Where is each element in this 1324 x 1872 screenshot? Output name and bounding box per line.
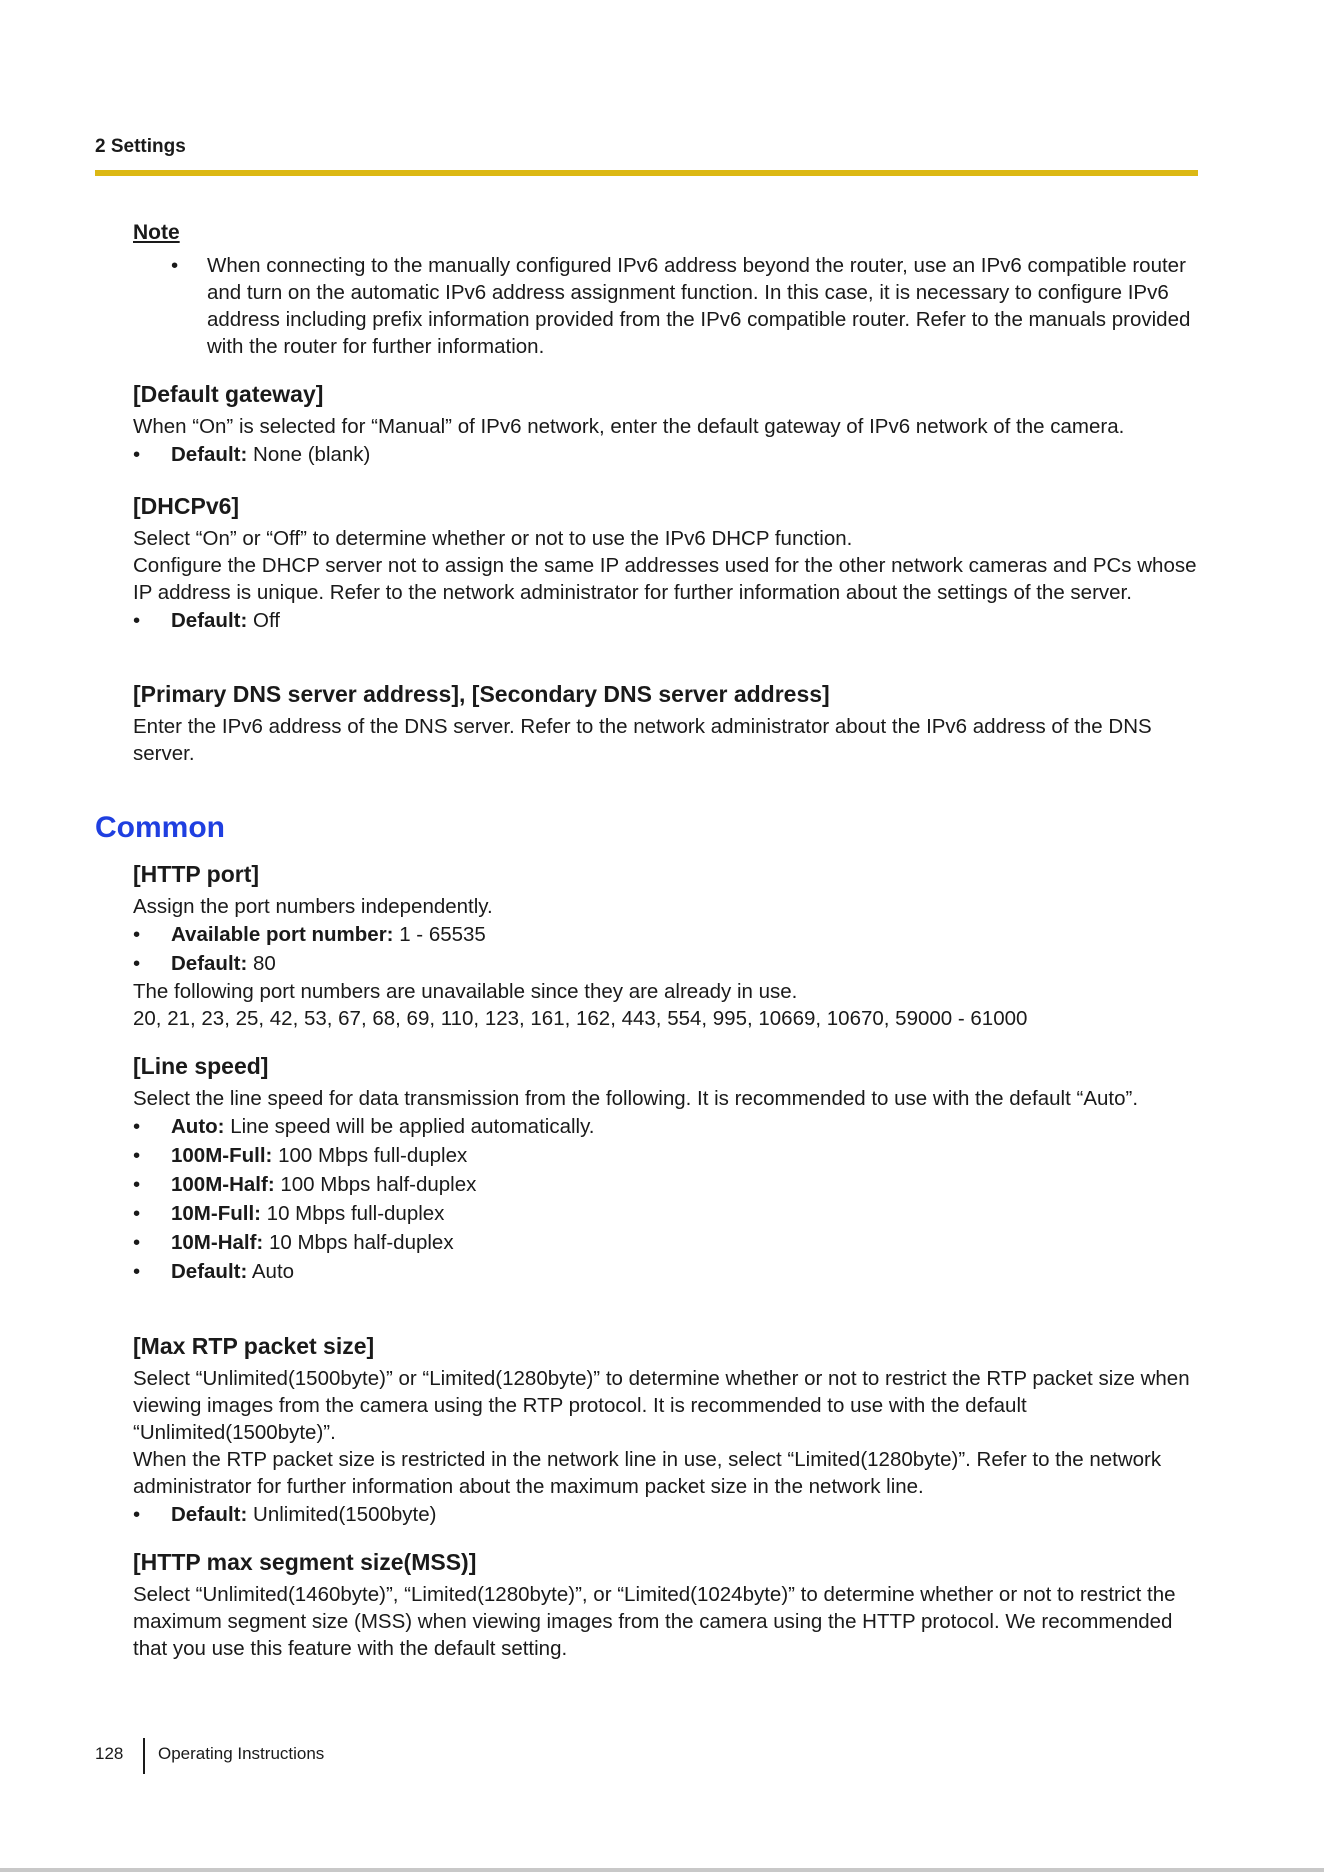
http-port-unavailable-list: 20, 21, 23, 25, 42, 53, 67, 68, 69, 110, 123, 161, 162, 443, 554, 995, 10669, 10670, 59000 - 61000 xyxy=(133,1007,1028,1030)
line-speed-section xyxy=(133,1051,1198,1286)
option-label: 100M-Full: xyxy=(171,1144,273,1167)
option-text: 10 Mbps half-duplex xyxy=(263,1231,454,1254)
max-rtp-default xyxy=(133,1500,1198,1529)
footer-divider xyxy=(143,1738,145,1774)
page-bottom-edge xyxy=(0,1868,1324,1872)
default-gateway-desc: When “On” is selected for “Manual” of IPv6 network, enter the default gateway of IPv6 network of the camera. xyxy=(133,415,1125,438)
default-label: Default: xyxy=(171,952,248,975)
dhcpv6-desc2: Configure the DHCP server not to assign the same IP addresses used for the other network cameras and PCs whose IP address is unique. Refer to the network administrator for further information about the settings of the server. xyxy=(133,554,1197,604)
option-text: 100 Mbps full-duplex xyxy=(272,1144,468,1167)
default-label: Default: xyxy=(171,443,248,466)
note-list xyxy=(133,252,1198,360)
dhcpv6-bullets xyxy=(133,606,1198,635)
line-speed-default xyxy=(133,1257,1198,1286)
option-label: Auto: xyxy=(171,1115,225,1138)
default-value: Off xyxy=(247,609,280,632)
http-mss-desc: Select “Unlimited(1460byte)”, “Limited(1280byte)”, or “Limited(1024byte)” to determine whether or not to restrict the maximum segment size (MSS) when viewing images from the camera using the HTTP protocol. We recommended that you use this feature with the default setting. xyxy=(133,1583,1176,1660)
http-mss-section xyxy=(133,1547,1198,1662)
http-port-bullets xyxy=(133,920,1198,978)
line-speed-option xyxy=(133,1170,1198,1199)
dhcpv6-heading: [DHCPv6] xyxy=(133,493,240,519)
option-text: 10 Mbps full-duplex xyxy=(260,1202,445,1225)
default-value: None (blank) xyxy=(247,443,371,466)
line-speed-option xyxy=(133,1112,1198,1141)
http-port-default xyxy=(133,949,1198,978)
default-value: Unlimited(1500byte) xyxy=(247,1503,437,1526)
option-label: 100M-Half: xyxy=(171,1173,275,1196)
line-speed-option xyxy=(133,1141,1198,1170)
line-speed-desc: Select the line speed for data transmission from the following. It is recommended to use with the default “Auto”. xyxy=(133,1087,1139,1110)
line-speed-options xyxy=(133,1112,1198,1286)
http-port-heading: [HTTP port] xyxy=(133,861,260,887)
default-gateway-section xyxy=(133,379,1198,469)
default-gateway-bullets xyxy=(133,440,1198,469)
max-rtp-section xyxy=(133,1331,1198,1529)
option-text: Line speed will be applied automatically. xyxy=(224,1115,595,1138)
dns-desc: Enter the IPv6 address of the DNS server. Refer to the network administrator about the IPv6 address of the DNS server. xyxy=(133,715,1152,765)
available-label: Available port number: xyxy=(171,923,394,946)
max-rtp-desc2: When the RTP packet size is restricted in the network line in use, select “Limited(1280byte)”. Refer to the network administrator for further information about the maximum packet size in the network line. xyxy=(133,1448,1162,1498)
common-section-title: Common xyxy=(95,811,225,844)
max-rtp-heading: [Max RTP packet size] xyxy=(133,1333,375,1359)
line-speed-option xyxy=(133,1228,1198,1257)
default-label: Default: xyxy=(171,1503,248,1526)
dns-heading: [Primary DNS server address], [Secondary DNS server address] xyxy=(133,681,830,707)
http-port-section xyxy=(133,859,1198,1032)
default-label: Default: xyxy=(171,609,248,632)
max-rtp-bullets xyxy=(133,1500,1198,1529)
dhcpv6-section xyxy=(133,491,1198,635)
line-speed-heading: [Line speed] xyxy=(133,1053,269,1079)
default-gateway-default xyxy=(133,440,1198,469)
option-label: 10M-Full: xyxy=(171,1202,261,1225)
default-value: 80 xyxy=(247,952,276,975)
http-mss-heading: [HTTP max segment size(MSS)] xyxy=(133,1549,477,1575)
note-title: Note xyxy=(133,221,180,244)
page-header: 2 Settings xyxy=(95,136,186,157)
option-text: 100 Mbps half-duplex xyxy=(274,1173,477,1196)
http-port-available xyxy=(133,920,1198,949)
option-label: 10M-Half: xyxy=(171,1231,264,1254)
header-rule xyxy=(95,170,1198,176)
line-speed-option xyxy=(133,1199,1198,1228)
note-item: • When connecting to the manually configured IPv6 address beyond the router, use an IPv6 compatible router and turn on the automatic IPv6 address assignment function. In this case, it is necessary to configure IPv6 address including prefix information provided from the IPv6 compatible router. Refer to the manuals provided with the router for further information. xyxy=(133,252,1198,360)
dhcpv6-desc1: Select “On” or “Off” to determine whether or not to use the IPv6 DHCP function. xyxy=(133,527,853,550)
option-label: Default: xyxy=(171,1260,248,1283)
dhcpv6-default xyxy=(133,606,1198,635)
http-port-unavailable-desc: The following port numbers are unavailable since they are already in use. xyxy=(133,980,798,1003)
note-block xyxy=(133,219,1198,360)
option-text: Auto xyxy=(247,1260,295,1283)
footer-page-number: 128 xyxy=(95,1744,124,1763)
default-gateway-heading: [Default gateway] xyxy=(133,381,324,407)
dns-section xyxy=(133,679,1198,767)
footer-doc-title: Operating Instructions xyxy=(158,1744,325,1763)
http-port-desc: Assign the port numbers independently. xyxy=(133,895,493,918)
max-rtp-desc1: Select “Unlimited(1500byte)” or “Limited(1280byte)” to determine whether or not to restrict the RTP packet size when viewing images from the camera using the RTP protocol. It is recommended to use with the default “Unlimited(1500byte)”. xyxy=(133,1367,1190,1444)
available-value: 1 - 65535 xyxy=(393,923,486,946)
